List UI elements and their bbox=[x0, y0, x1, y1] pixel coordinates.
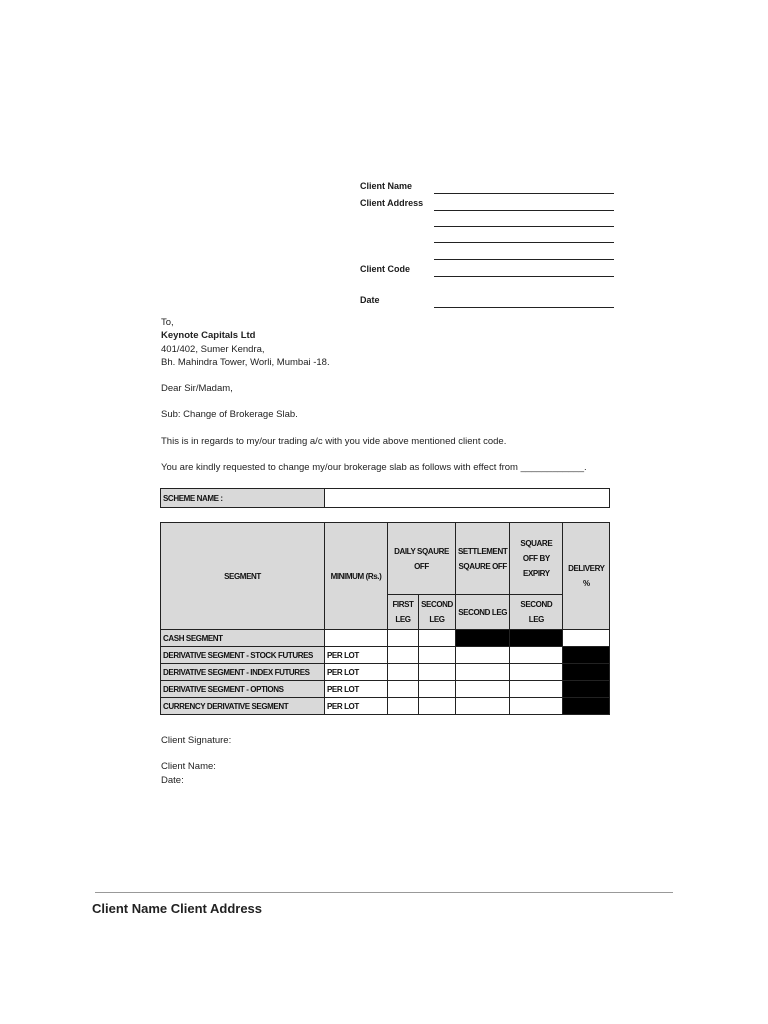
first-leg-header: FIRST LEG bbox=[388, 595, 419, 630]
cell-second-leg[interactable] bbox=[419, 647, 456, 664]
cell-first-leg[interactable] bbox=[388, 698, 419, 715]
letter-to: To, bbox=[161, 317, 174, 328]
row-minimum[interactable]: PER LOT bbox=[325, 681, 388, 698]
cell-second-leg[interactable] bbox=[419, 630, 456, 647]
letter-company: Keynote Capitals Ltd bbox=[161, 330, 256, 341]
cell-blocked bbox=[510, 630, 563, 647]
client-name-line[interactable] bbox=[434, 193, 614, 194]
row-segment: CASH SEGMENT bbox=[161, 630, 325, 647]
table-row bbox=[161, 647, 610, 664]
cell-settlement-second-leg[interactable] bbox=[456, 698, 510, 715]
cell-blocked bbox=[456, 630, 510, 647]
date-label: Date bbox=[360, 295, 380, 305]
table-row bbox=[161, 681, 610, 698]
cell-second-leg[interactable] bbox=[419, 698, 456, 715]
segment-header: SEGMENT bbox=[161, 523, 325, 630]
cell-delivery[interactable] bbox=[563, 630, 610, 647]
letter-address-line1: 401/402, Sumer Kendra, bbox=[161, 344, 265, 355]
letter-address-line2: Bh. Mahindra Tower, Worli, Mumbai -18. bbox=[161, 357, 330, 368]
client-address-line-3[interactable] bbox=[434, 242, 614, 243]
client-address-line-2[interactable] bbox=[434, 226, 614, 227]
expiry-second-leg-header: SECOND LEG bbox=[510, 595, 563, 630]
second-leg-header: SECOND LEG bbox=[419, 595, 456, 630]
cell-second-leg[interactable] bbox=[419, 681, 456, 698]
client-name-label: Client Name bbox=[360, 181, 413, 191]
row-minimum[interactable]: PER LOT bbox=[325, 698, 388, 715]
cell-expiry-second-leg[interactable] bbox=[510, 681, 563, 698]
cell-expiry-second-leg[interactable] bbox=[510, 698, 563, 715]
client-address-line-1[interactable] bbox=[434, 210, 614, 211]
letter-paragraph-1: This is in regards to my/our trading a/c with you vide above mentioned client code. bbox=[161, 436, 507, 447]
letter-salutation: Dear Sir/Madam, bbox=[161, 383, 233, 394]
client-code-line[interactable] bbox=[434, 276, 614, 277]
cell-blocked bbox=[563, 664, 610, 681]
daily-square-off-header: DAILY SQAURE OFF bbox=[388, 523, 456, 595]
client-signature-label: Client Signature: bbox=[161, 735, 232, 746]
row-minimum[interactable] bbox=[325, 630, 388, 647]
client-address-label: Client Address bbox=[360, 198, 424, 208]
brokerage-table bbox=[160, 488, 610, 715]
footer-title: Client Name Client Address bbox=[92, 901, 263, 916]
client-address-line-4[interactable] bbox=[434, 259, 614, 260]
row-segment: CURRENCY DERIVATIVE SEGMENT bbox=[161, 698, 325, 715]
letter-subject: Sub: Change of Brokerage Slab. bbox=[161, 409, 298, 420]
cell-first-leg[interactable] bbox=[388, 630, 419, 647]
row-minimum[interactable]: PER LOT bbox=[325, 647, 388, 664]
table-row bbox=[161, 664, 610, 681]
scheme-name-field[interactable] bbox=[325, 489, 610, 508]
cell-first-leg[interactable] bbox=[388, 647, 419, 664]
row-segment: DERIVATIVE SEGMENT - OPTIONS bbox=[161, 681, 325, 698]
cell-settlement-second-leg[interactable] bbox=[456, 681, 510, 698]
cell-second-leg[interactable] bbox=[419, 664, 456, 681]
minimum-header: MINIMUM (Rs.) bbox=[325, 523, 388, 630]
row-segment: DERIVATIVE SEGMENT - INDEX FUTURES bbox=[161, 664, 325, 681]
cell-expiry-second-leg[interactable] bbox=[510, 664, 563, 681]
cell-first-leg[interactable] bbox=[388, 681, 419, 698]
cell-expiry-second-leg[interactable] bbox=[510, 647, 563, 664]
table-row bbox=[161, 630, 610, 647]
cell-blocked bbox=[563, 698, 610, 715]
delivery-header: DELIVERY % bbox=[563, 523, 610, 630]
cell-settlement-second-leg[interactable] bbox=[456, 664, 510, 681]
client-code-label: Client Code bbox=[360, 264, 411, 274]
cell-first-leg[interactable] bbox=[388, 664, 419, 681]
table-row bbox=[161, 698, 610, 715]
scheme-name-label: SCHEME NAME : bbox=[161, 489, 325, 508]
cell-settlement-second-leg[interactable] bbox=[456, 647, 510, 664]
footer-divider bbox=[95, 892, 673, 893]
row-minimum[interactable]: PER LOT bbox=[325, 664, 388, 681]
date-line[interactable] bbox=[434, 307, 614, 308]
settlement-second-leg-header: SECOND LEG bbox=[456, 595, 510, 630]
row-segment: DERIVATIVE SEGMENT - STOCK FUTURES bbox=[161, 647, 325, 664]
settlement-square-off-header: SETTLEMENT SQAURE OFF bbox=[456, 523, 510, 595]
letter-paragraph-2: You are kindly requested to change my/our brokerage slab as follows with effect from ____________. bbox=[161, 462, 587, 473]
cell-blocked bbox=[563, 647, 610, 664]
cell-blocked bbox=[563, 681, 610, 698]
date-signoff-label: Date: bbox=[161, 775, 184, 786]
square-off-by-expiry-header: SQUARE OFF BY EXPIRY bbox=[510, 523, 563, 595]
client-name-signoff-label: Client Name: bbox=[161, 761, 216, 772]
